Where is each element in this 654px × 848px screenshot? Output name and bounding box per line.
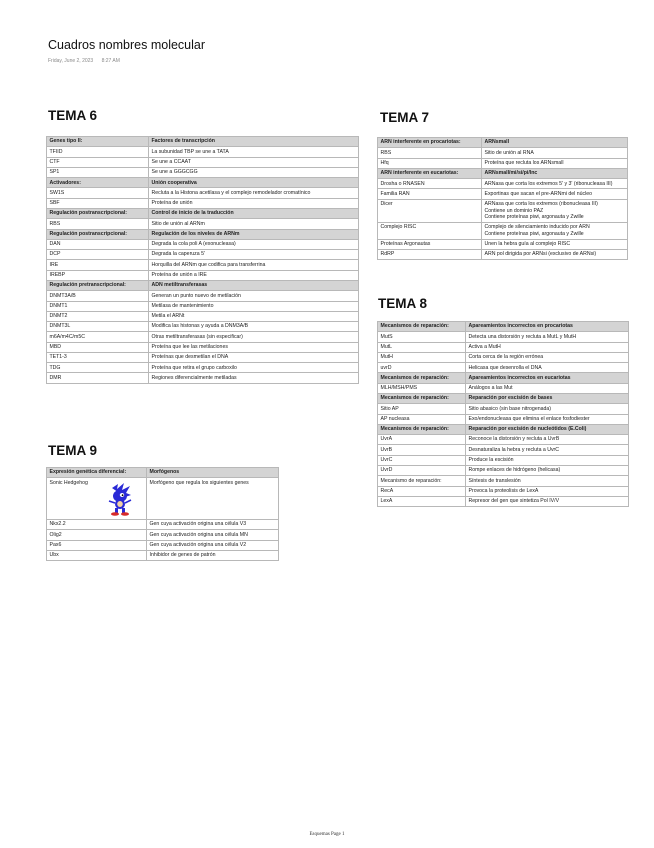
cell-description: Factores de transcripción <box>149 137 359 147</box>
cell-term: Regulación postranscripcional: <box>47 208 149 218</box>
table-row <box>47 198 359 208</box>
table-row <box>47 301 359 311</box>
cell-term: Dicer <box>378 199 482 222</box>
table-row <box>47 239 359 249</box>
cell-term: UvrB <box>378 445 466 455</box>
cell-term: CTF <box>47 157 149 167</box>
table-row <box>378 486 629 496</box>
table-row <box>47 373 359 383</box>
cell-description: Otras metiltransferasas (sin especificar) <box>149 332 359 342</box>
table-row <box>378 179 628 189</box>
table-row <box>378 250 628 260</box>
cell-term: Proteínas Argonautas <box>378 239 482 249</box>
section-heading-tema-9: TEMA 9 <box>48 443 98 458</box>
cell-description: ARNasa que corta los extremos (ribonucleasa III) Contiene un dominio PAZ Contiene proteínas piwi, argonauta y Zwille <box>482 199 628 222</box>
cell-description: Desnaturaliza la hebra y recluta a UvrC <box>466 445 629 455</box>
table-row <box>47 530 279 540</box>
cell-description: Apareamientos incorrectos en procariotas <box>466 322 629 332</box>
table-row <box>378 445 629 455</box>
cell-term: ARN interferente en eucariotas: <box>378 168 482 178</box>
cell-term: Nkx2.2 <box>47 520 147 530</box>
table-row <box>378 222 628 239</box>
cell-term: Drosha o RNASEN <box>378 179 482 189</box>
table-header-row <box>378 424 629 434</box>
table-row <box>378 496 629 506</box>
cell-description: ADN metiltransferasas <box>149 280 359 290</box>
cell-description: Inhibidor de genes de patrón <box>147 550 279 560</box>
cell-description: Reconoce la distorsión y recluta a UvrB <box>466 435 629 445</box>
cell-description: Reparación por escisión de nucleótidos (E.Coli) <box>466 424 629 434</box>
table-row <box>47 147 359 157</box>
cell-description: Modifica las histonas y ayuda a DNM3A/B <box>149 322 359 332</box>
table-row <box>378 199 628 222</box>
cell-description: Proteínas que desmetilan el DNA <box>149 352 359 362</box>
page-title: Cuadros nombres molecular <box>48 38 206 52</box>
cell-term: DAN <box>47 239 149 249</box>
cell-term: DCP <box>47 250 149 260</box>
cell-term: MLH/MSH/PMS <box>378 383 466 393</box>
cell-description: Análogos a las Mut <box>466 383 629 393</box>
cell-term: IREBP <box>47 270 149 280</box>
table-tema-8 <box>377 321 629 507</box>
cell-description: Control de inicio de la traducción <box>149 208 359 218</box>
cell-description: Reparación por escisión de bases <box>466 393 629 403</box>
cell-term: RBS <box>378 148 482 158</box>
cell-term: Regulación pretranscripcional: <box>47 280 149 290</box>
table-row <box>378 404 629 414</box>
cell-term: Mecanismos de reparación: <box>378 373 466 383</box>
page-footer: Esquemas Page 1 <box>309 832 345 837</box>
table-row <box>378 332 629 342</box>
cell-description: Regiones diferencialmente metiladas <box>149 373 359 383</box>
table-row <box>378 342 629 352</box>
page-time: 8:27 AM <box>101 58 120 64</box>
cell-term: DNMT3L <box>47 322 149 332</box>
cell-description: Degrada la caperuza 5' <box>149 250 359 260</box>
table-row <box>378 363 629 373</box>
cell-description: Proteína de unión <box>149 198 359 208</box>
section-heading-tema-8: TEMA 8 <box>378 296 428 311</box>
cell-term: TDG <box>47 363 149 373</box>
cell-term: AP nucleasa <box>378 414 466 424</box>
cell-description: Se une a CCAAT <box>149 157 359 167</box>
cell-description: Unión cooperativa <box>149 178 359 188</box>
table-header-row <box>47 229 359 239</box>
table-row <box>378 148 628 158</box>
cell-term: MutS <box>378 332 466 342</box>
cell-description: Morfógenos <box>147 468 279 478</box>
cell-term: Hfq <box>378 158 482 168</box>
cell-description: Rompe enlaces de hidrógeno (helicasa) <box>466 465 629 475</box>
table-row <box>378 158 628 168</box>
cell-term: SP1 <box>47 167 149 177</box>
cell-term: IRE <box>47 260 149 270</box>
cell-term: m6A/m4C/m5C <box>47 332 149 342</box>
cell-description: Metila el ARNt <box>149 311 359 321</box>
cell-term: RdRP <box>378 250 482 260</box>
table-row <box>47 540 279 550</box>
cell-term <box>47 478 147 520</box>
section-heading-tema-7: TEMA 7 <box>380 110 430 125</box>
table-row <box>378 414 629 424</box>
table-row <box>47 550 279 560</box>
table-header-row <box>47 280 359 290</box>
table-row <box>47 322 359 332</box>
table-row <box>47 291 359 301</box>
cell-description: Se une a GGGCGG <box>149 167 359 177</box>
table-row <box>47 478 279 520</box>
cell-term: DNMT1 <box>47 301 149 311</box>
table-header-row <box>47 208 359 218</box>
cell-description: ARN pol dirigida por ARNsi (exclusivo de ARNsi) <box>482 250 628 260</box>
cell-description: Represor del gen que sintetiza Pol IV/V <box>466 496 629 506</box>
cell-description: Síntesis de translesión <box>466 476 629 486</box>
cell-description: Apareamientos incorrectos en eucariotas <box>466 373 629 383</box>
cell-description: Gen cuya activación origina una célula MN <box>147 530 279 540</box>
cell-term: Mecanismos de reparación: <box>378 322 466 332</box>
cell-term: Expresión genética diferencial: <box>47 468 147 478</box>
table-row <box>47 157 359 167</box>
cell-term: DNMT2 <box>47 311 149 321</box>
cell-term: Complejo RISC <box>378 222 482 239</box>
cell-description: Proteína de unión a IRE <box>149 270 359 280</box>
table-row <box>47 167 359 177</box>
cell-term: Mecanismos de reparación: <box>378 393 466 403</box>
table-row <box>47 219 359 229</box>
cell-term: Activadores: <box>47 178 149 188</box>
cell-term: MBD <box>47 342 149 352</box>
table-header-row <box>47 137 359 147</box>
table-row <box>378 189 628 199</box>
table-row <box>47 332 359 342</box>
cell-description: Gen cuya activación origina una célula V2 <box>147 540 279 550</box>
table-row <box>47 342 359 352</box>
cell-term: UvrC <box>378 455 466 465</box>
table-row <box>378 352 629 362</box>
cell-description: Recluta a la Histona acetilasa y el complejo remodelador cromatínico <box>149 188 359 198</box>
table-tema-9 <box>46 467 279 561</box>
cell-description: Produce la escisión <box>466 455 629 465</box>
cell-description: Degrada la cola poli A (exonucleasa) <box>149 239 359 249</box>
table-row <box>47 250 359 260</box>
cell-description: Generan un punto nuevo de metilación <box>149 291 359 301</box>
cell-term <box>50 480 144 518</box>
cell-description: Proteína que retira el grupo carboxilo <box>149 363 359 373</box>
table-row <box>47 260 359 270</box>
table-header-row <box>47 178 359 188</box>
cell-term: SBF <box>47 198 149 208</box>
cell-term: Mecanismos de reparación: <box>378 424 466 434</box>
cell-term: LexA <box>378 496 466 506</box>
table-tema-7 <box>377 137 628 260</box>
cell-description: Detecta una distorsión y recluta a MutL y MutH <box>466 332 629 342</box>
cell-description: Sitio abasico (sin base nitrogenada) <box>466 404 629 414</box>
table-row <box>47 188 359 198</box>
cell-term: Mecanismo de reparación: <box>378 476 466 486</box>
table-row <box>47 363 359 373</box>
table-row <box>378 465 629 475</box>
cell-term: UvrD <box>378 465 466 475</box>
cell-description: Metilasa de mantenimiento <box>149 301 359 311</box>
cell-term: ARN interferente en procariotas: <box>378 138 482 148</box>
section-heading-tema-6: TEMA 6 <box>48 108 98 123</box>
cell-term: Regulación postranscripcional: <box>47 229 149 239</box>
table-row <box>47 311 359 321</box>
cell-term: TFIID <box>47 147 149 157</box>
cell-term: Olig2 <box>47 530 147 540</box>
cell-term: Familia RAN <box>378 189 482 199</box>
cell-description: Morfógeno que regula los siguientes genes <box>147 478 279 520</box>
table-header-row <box>378 393 629 403</box>
cell-term: Pax6 <box>47 540 147 550</box>
cell-description: La subunidad TBP se une a TATA <box>149 147 359 157</box>
table-row <box>378 476 629 486</box>
cell-term: DMR <box>47 373 149 383</box>
table-header-row <box>378 322 629 332</box>
cell-term: Sitio AP <box>378 404 466 414</box>
table-tema-6 <box>46 136 359 384</box>
cell-term-label: Sonic Hedgehog <box>49 479 88 486</box>
table-row <box>47 520 279 530</box>
cell-term: Genes tipo II: <box>47 137 149 147</box>
cell-description: ARNsmall <box>482 138 628 148</box>
cell-description: Sitio de unión al ARNm <box>149 219 359 229</box>
cell-term: Ubx <box>47 550 147 560</box>
cell-description: ARNasa que corta los extremos 5' y 3' (ribonucleasa III) <box>482 179 628 189</box>
cell-term: DNMT3A/B <box>47 291 149 301</box>
cell-term: MutL <box>378 342 466 352</box>
cell-description: Proteína que recluta los ARNsmall <box>482 158 628 168</box>
table-header-row <box>47 468 279 478</box>
cell-description: Gen cuya activación origina una célula V3 <box>147 520 279 530</box>
page-date: Friday, June 2, 2023 <box>48 58 94 64</box>
table-row <box>378 383 629 393</box>
cell-description: Horquilla del ARNm que codifica para transferrina <box>149 260 359 270</box>
table-row <box>378 455 629 465</box>
sonic-hedgehog-figure <box>106 482 134 519</box>
table-header-row <box>378 373 629 383</box>
cell-description: Corta cerca de la región errónea <box>466 352 629 362</box>
table-header-row <box>378 138 628 148</box>
cell-term: RBS <box>47 219 149 229</box>
cell-description: Provoca la proteolisis de LexA <box>466 486 629 496</box>
cell-term: SW1S <box>47 188 149 198</box>
cell-term: MutH <box>378 352 466 362</box>
cell-term: TET1-3 <box>47 352 149 362</box>
cell-description: Proteína que lee las metilaciones <box>149 342 359 352</box>
table-row <box>47 352 359 362</box>
cell-description: Regulación de los niveles de ARNm <box>149 229 359 239</box>
cell-description: Unen la hebra guía al complejo RISC <box>482 239 628 249</box>
table-header-row <box>378 168 628 178</box>
table-row <box>47 270 359 280</box>
table-row <box>378 435 629 445</box>
cell-description: ARNsmall/mi/si/pi/lnc <box>482 168 628 178</box>
cell-description: Exo/endonucleasa que elimina el enlace fosfodiester <box>466 414 629 424</box>
cell-description: Activa a MutH <box>466 342 629 352</box>
table-row <box>378 239 628 249</box>
cell-term: UvrA <box>378 435 466 445</box>
cell-description: Complejo de silenciamiento inducido por ARN Contiene proteínas piwi, argonauta y Zwille <box>482 222 628 239</box>
cell-term: uvrD <box>378 363 466 373</box>
page-datetime <box>48 58 120 64</box>
cell-description: Sitio de unión al RNA <box>482 148 628 158</box>
cell-term: RecA <box>378 486 466 496</box>
cell-description: Helicasa que desenrolla el DNA <box>466 363 629 373</box>
cell-description: Exportinas que sacan el pre-ARNmi del núcleo <box>482 189 628 199</box>
